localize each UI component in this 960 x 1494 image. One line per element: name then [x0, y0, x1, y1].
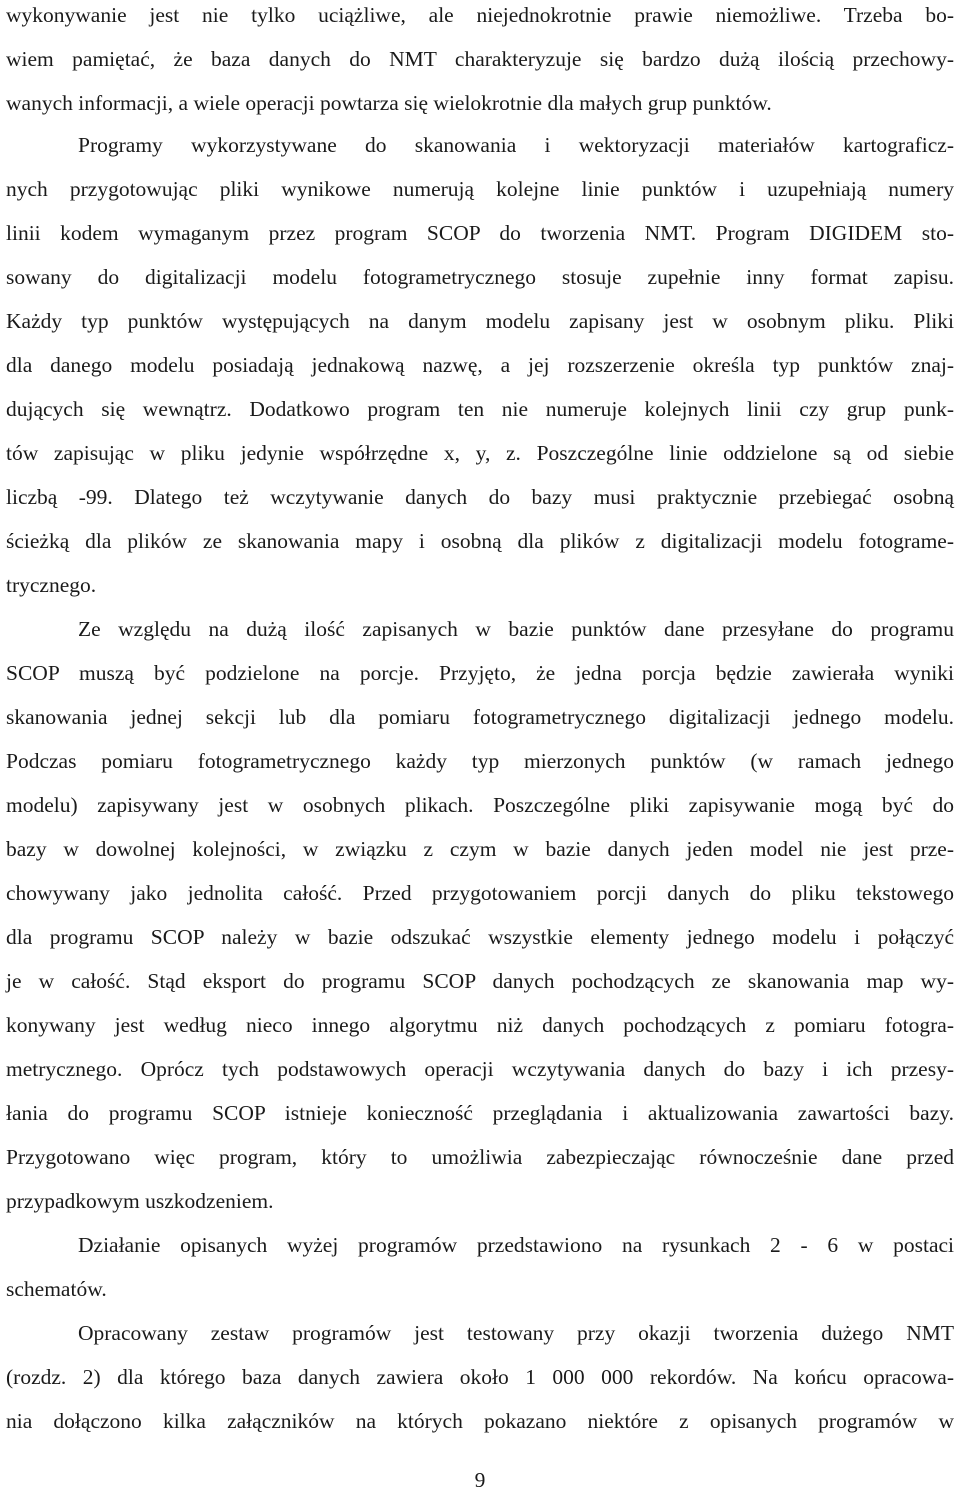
- text-line: bazy w dowolnej kolejności, w związku z czym w bazie danych jeden model nie jest prze-: [6, 837, 954, 861]
- text-line: dla danego modelu posiadają jednakową nazwę, a jej rozszerzenie określa typ punktów znaj-: [6, 353, 954, 377]
- text-line: modelu) zapisywany jest w osobnych plikach. Poszczególne pliki zapisywanie mogą być do: [6, 793, 954, 817]
- text-line: Podczas pomiaru fotogrametrycznego każdy typ mierzonych punktów (w ramach jednego: [6, 749, 954, 773]
- text-line: Przygotowano więc program, który to umożliwia zabezpieczając równocześnie dane przed: [6, 1145, 954, 1169]
- text-line: SCOP muszą być podzielone na porcje. Przyjęto, że jedna porcja będzie zawierała wyniki: [6, 661, 954, 685]
- text-line: nia dołączono kilka załączników na których pokazano niektóre z opisanych programów w: [6, 1409, 954, 1433]
- text-line: wanych informacji, a wiele operacji powtarza się wielokrotnie dla małych grup punktów.: [6, 91, 772, 115]
- text-line: skanowania jednej sekcji lub dla pomiaru fotogrametrycznego digitalizacji jednego modelu.: [6, 705, 954, 729]
- text-line: dujących się wewnątrz. Dodatkowo program ten nie numeruje kolejnych linii czy grup punk-: [6, 397, 954, 421]
- text-line: Działanie opisanych wyżej programów przedstawiono na rysunkach 2 - 6 w postaci: [78, 1233, 954, 1257]
- text-line: Każdy typ punktów występujących na danym modelu zapisany jest w osobnym pliku. Pliki: [6, 309, 954, 333]
- text-line: nych przygotowując pliki wynikowe numerują kolejne linie punktów i uzupełniają numery: [6, 177, 954, 201]
- text-line: dla programu SCOP należy w bazie odszukać wszystkie elementy jednego modelu i połączyć: [6, 925, 954, 949]
- text-line: metrycznego. Oprócz tych podstawowych operacji wczytywania danych do bazy i ich przesy-: [6, 1057, 954, 1081]
- text-line: Opracowany zestaw programów jest testowany przy okazji tworzenia dużego NMT: [78, 1321, 954, 1345]
- text-line: przypadkowym uszkodzeniem.: [6, 1189, 274, 1213]
- text-line: wykonywanie jest nie tylko uciążliwe, ale niejednokrotnie prawie niemożliwe. Trzeba bo-: [6, 3, 954, 27]
- text-line: wiem pamiętać, że baza danych do NMT charakteryzuje się bardzo dużą ilością przechowy-: [6, 47, 954, 71]
- text-line: trycznego.: [6, 573, 97, 597]
- text-line: je w całość. Stąd eksport do programu SCOP danych pochodzących ze skanowania map wy-: [6, 969, 954, 993]
- text-line: liczbą -99. Dlatego też wczytywanie danych do bazy musi praktycznie przebiegać osobną: [6, 485, 954, 509]
- text-line: schematów.: [6, 1277, 107, 1301]
- text-line: Ze względu na dużą ilość zapisanych w bazie punktów dane przesyłane do programu: [78, 617, 954, 641]
- text-line: chowywany jako jednolita całość. Przed przygotowaniem porcji danych do pliku tekstowego: [6, 881, 954, 905]
- text-line: łania do programu SCOP istnieje konieczność przeglądania i aktualizowania zawartości bazy.: [6, 1101, 954, 1125]
- text-line: linii kodem wymaganym przez program SCOP do tworzenia NMT. Program DIGIDEM sto-: [6, 221, 954, 245]
- text-line: Programy wykorzystywane do skanowania i wektoryzacji materiałów kartograficz-: [78, 133, 954, 157]
- text-line: konywany jest według nieco innego algorytmu niż danych pochodzących z pomiaru fotogra-: [6, 1013, 954, 1037]
- text-line: ścieżką dla plików ze skanowania mapy i osobną dla plików z digitalizacji modelu fotograme-: [6, 529, 954, 553]
- text-line: tów zapisując w pliku jedynie współrzędne x, y, z. Poszczególne linie oddzielone są od siebie: [6, 441, 954, 465]
- page-number: 9: [474, 1468, 486, 1492]
- text-line: sowany do digitalizacji modelu fotogrametrycznego stosuje zupełnie inny format zapisu.: [6, 265, 954, 289]
- text-line: (rozdz. 2) dla którego baza danych zawiera około 1 000 000 rekordów. Na końcu opracowa-: [6, 1365, 954, 1389]
